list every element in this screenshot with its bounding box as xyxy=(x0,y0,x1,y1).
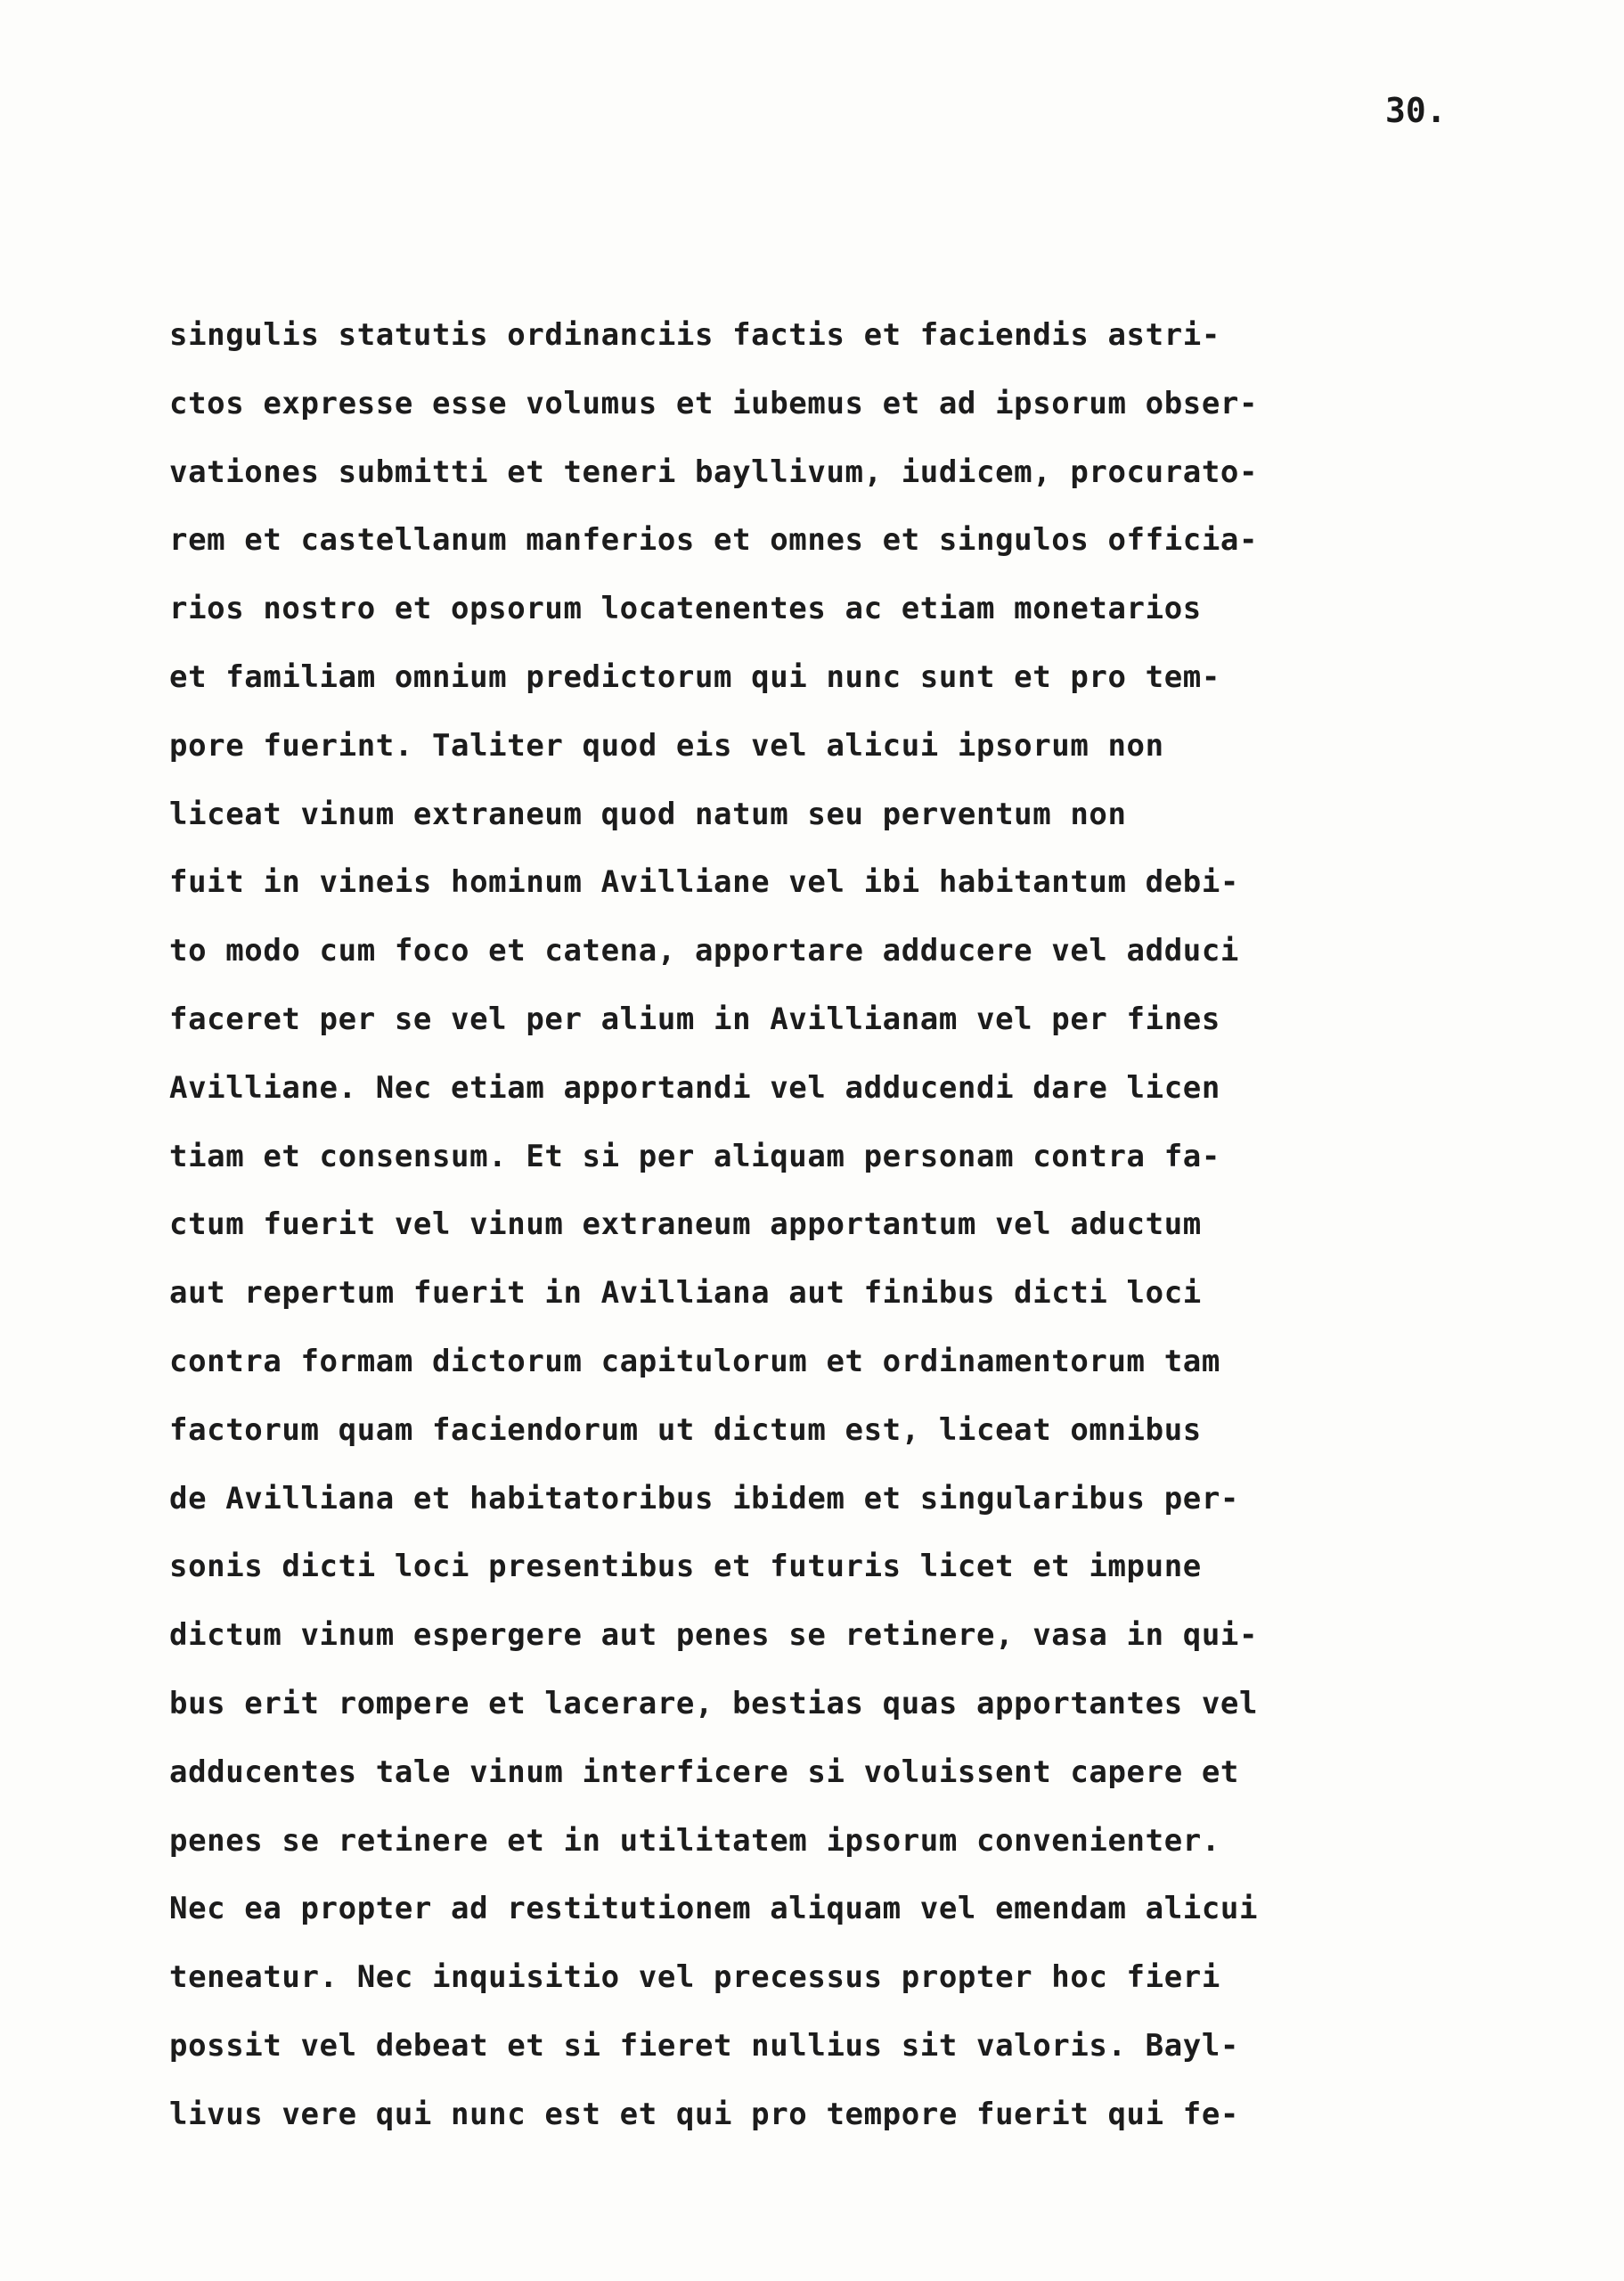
text-line: aut repertum fuerit in Avilliana aut finibus dicti loci xyxy=(169,1275,1202,1312)
text-line: liceat vinum extraneum quod natum seu perventum non xyxy=(169,796,1127,832)
text-line: de Avilliana et habitatoribus ibidem et singularibus per- xyxy=(169,1480,1239,1517)
text-line: ctum fuerit vel vinum extraneum apportantum vel aductum xyxy=(169,1206,1202,1243)
text-line: sonis dicti loci presentibus et futuris licet et impune xyxy=(169,1549,1202,1585)
text-line: factorum quam faciendorum ut dictum est, liceat omnibus xyxy=(169,1411,1202,1448)
text-line: tiam et consensum. Et si per aliquam personam contra fa- xyxy=(169,1138,1220,1174)
text-line: et familiam omnium predictorum qui nunc sunt et pro tem- xyxy=(169,658,1220,695)
text-line: penes se retinere et in utilitatem ipsorum convenienter. xyxy=(169,1822,1220,1859)
text-line: pore fuerint. Taliter quod eis vel alicui ipsorum non xyxy=(169,727,1164,764)
text-line: fuit in vineis hominum Avilliane vel ibi habitantum debi- xyxy=(169,864,1239,901)
text-line: possit vel debeat et si fieret nullius sit valoris. Bayl- xyxy=(169,2027,1239,2064)
text-line: faceret per se vel per alium in Avillianam vel per fines xyxy=(169,1001,1220,1037)
text-line: teneatur. Nec inquisitio vel precessus propter hoc fieri xyxy=(169,1959,1220,1996)
text-line: singulis statutis ordinanciis factis et faciendis astri- xyxy=(169,317,1220,353)
text-line: bus erit rompere et lacerare, bestias quas apportantes vel xyxy=(169,1685,1259,1721)
text-line: rem et castellanum manferios et omnes et singulos officia- xyxy=(169,522,1259,559)
page-number: 30. xyxy=(1385,91,1447,130)
text-line: dictum vinum espergere aut penes se retinere, vasa in qui- xyxy=(169,1617,1259,1654)
text-line: Nec ea propter ad restitutionem aliquam vel emendam alicui xyxy=(169,1891,1259,1927)
document-body xyxy=(169,301,1559,2149)
text-line: adducentes tale vinum interficere si voluissent capere et xyxy=(169,1754,1239,1790)
text-line: livus vere qui nunc est et qui pro tempore fuerit qui fe- xyxy=(169,2096,1239,2132)
text-line: ctos expresse esse volumus et iubemus et ad ipsorum obser- xyxy=(169,385,1259,421)
text-line: contra formam dictorum capitulorum et ordinamentorum tam xyxy=(169,1343,1220,1379)
text-line: vationes submitti et teneri bayllivum, iudicem, procurato- xyxy=(169,454,1259,490)
text-line: to modo cum foco et catena, apportare adducere vel adduci xyxy=(169,933,1239,969)
text-line: Avilliane. Nec etiam apportandi vel adducendi dare licen xyxy=(169,1069,1220,1106)
text-line: rios nostro et opsorum locatenentes ac etiam monetarios xyxy=(169,591,1202,627)
